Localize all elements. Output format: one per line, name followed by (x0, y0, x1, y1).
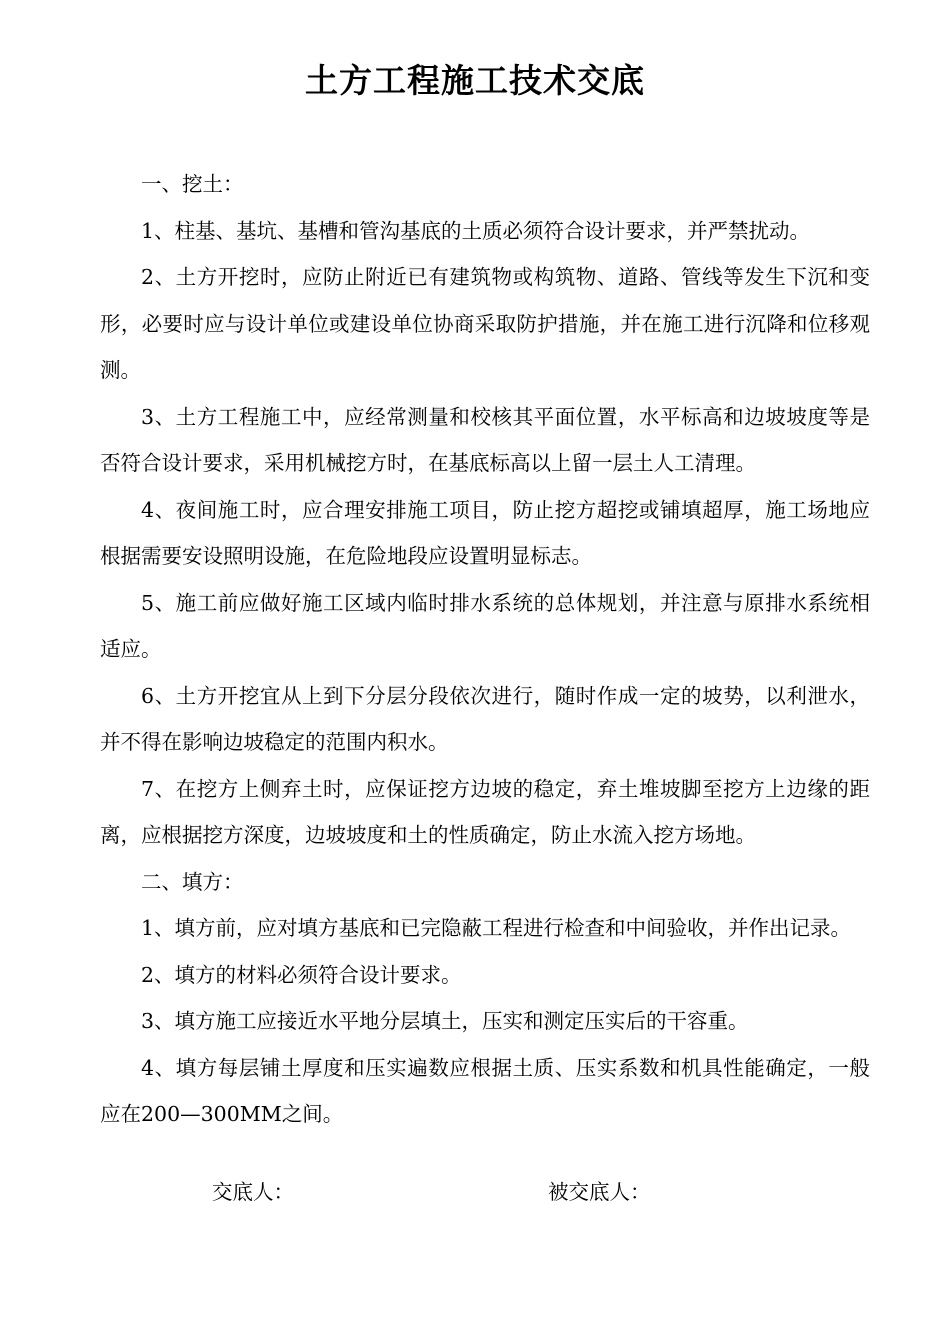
paragraph: 3、土方工程施工中，应经常测量和校核其平面位置，水平标高和边坡坡度等是否符合设计要求，采用机械挖方时，在基底标高以上留一层土人工清理。 (100, 404, 870, 475)
discloser-label: 交底人： (212, 1180, 294, 1204)
paragraph: 2、填方的材料必须符合设计要求。 (141, 962, 462, 987)
recipient-label: 被交底人： (548, 1180, 651, 1204)
document-body (100, 161, 870, 1138)
paragraph: 1、柱基、基坑、基槽和管沟基底的土质必须符合设计要求，并严禁扰动。 (141, 218, 811, 243)
section-heading-excavation: 一、挖土： (141, 172, 244, 196)
paragraph: 1、填方前，应对填方基底和已完隐蔽工程进行检查和中间验收，并作出记录。 (141, 916, 852, 940)
paragraph: 7、在挖方上侧弃土时，应保证挖方边坡的稳定，弃土堆坡脚至挖方上边缘的距离，应根据挖方深度，边坡坡度和土的性质确定，防止水流入挖方场地。 (100, 776, 870, 847)
paragraph: 6、土方开挖宜从上到下分层分段依次进行，随时作成一定的坡势，以利泄水，并不得在影响边坡稳定的范围内积水。 (100, 683, 870, 754)
paragraph: 4、夜间施工时，应合理安排施工项目，防止挖方超挖或铺填超厚，施工场地应根据需要安设照明设施，在危险地段应设置明显标志。 (100, 497, 870, 568)
document-title: 土方工程施工技术交底 (305, 61, 645, 100)
signature-line (0, 1169, 950, 1215)
paragraph: 2、土方开挖时，应防止附近已有建筑物或构筑物、道路、管线等发生下沉和变形，必要时应与设计单位或建设单位协商采取防护措施，并在施工进行沉降和位移观测。 (100, 265, 870, 382)
section-heading-filling: 二、填方： (141, 869, 244, 894)
paragraph: 5、施工前应做好施工区域内临时排水系统的总体规划，并注意与原排水系统相适应。 (100, 590, 870, 661)
paragraph: 3、填方施工应接近水平地分层填土，压实和测定压实后的干容重。 (141, 1009, 749, 1033)
paragraph: 4、填方每层铺土厚度和压实遍数应根据土质、压实系数和机具性能确定，一般应在200—300MM之间。 (100, 1055, 870, 1126)
